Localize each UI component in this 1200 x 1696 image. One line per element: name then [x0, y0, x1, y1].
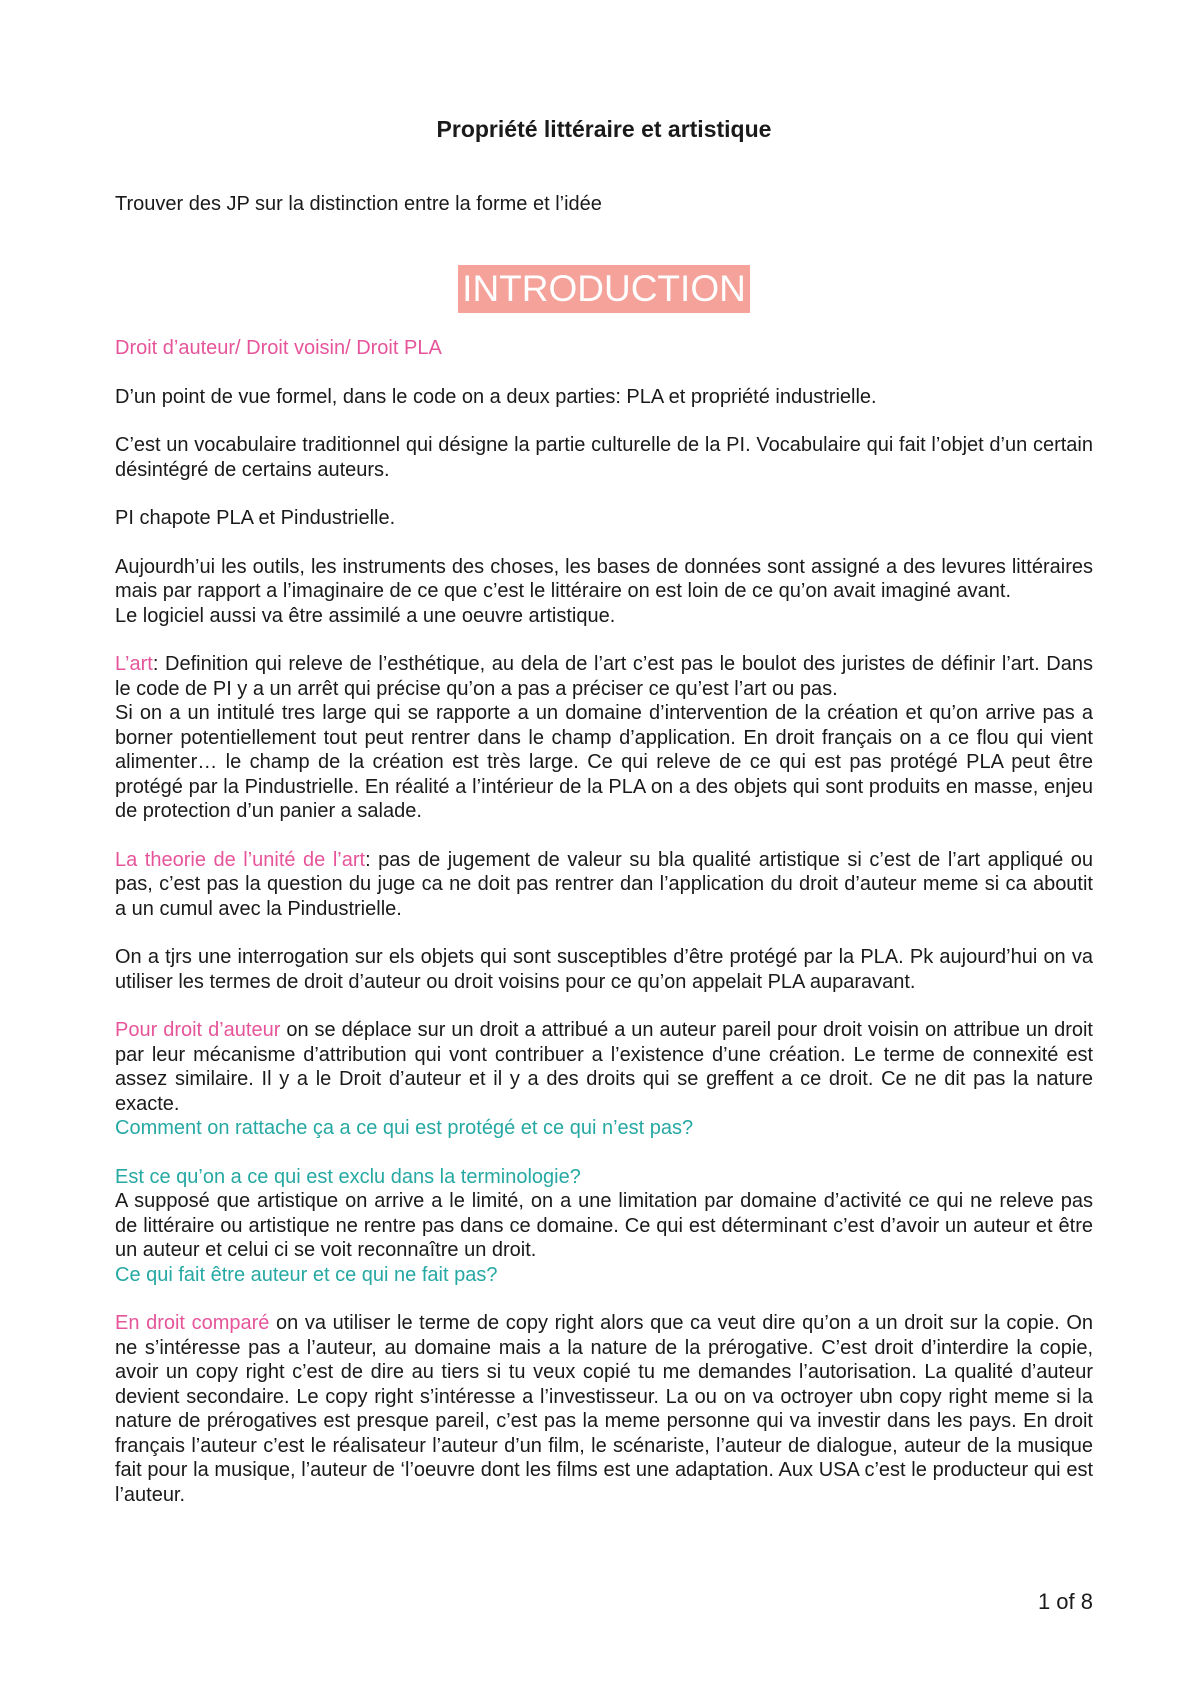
paragraph-7-text: : pas de jugement de valeur su bla qualité artistique si c’est de l’art appliqué ou pas, c’est pas la question du juge ca ne doit pas rentrer dan l’application du droit d’auteur meme si ca aboutit a un cumul avec la Pindustrielle. [115, 848, 1094, 920]
teal-question: Ce qui fait être auteur et ce qui ne fait pas? [115, 1263, 498, 1286]
paragraph-9 [115, 1018, 1093, 1141]
paragraph-2: D’un point de vue formel, dans le code on a deux parties: PLA et propriété industrielle. [115, 385, 877, 408]
paragraph-1 [115, 336, 1093, 361]
pink-keyword: La theorie de l’unité de l’art [115, 848, 366, 871]
paragraph-6-first [115, 652, 1093, 701]
paragraph-5 [115, 555, 1093, 629]
paragraph-8: On a tjrs une interrogation sur els objets qui sont susceptibles d’être protégé par la PLA. Pk aujourd’hui on va utiliser les termes de droit d’auteur ou droit voisins pour ce qu’on appelait PLA auparavant. [115, 946, 1093, 993]
document-title: Propriété littéraire et artistique [436, 116, 772, 142]
paragraph-9-first [115, 1018, 1093, 1116]
document-subtitle: Trouver des JP sur la distinction entre la forme et l’idée [115, 193, 602, 215]
teal-question: Est ce qu’on a ce qui est exclu dans la terminologie? [115, 1165, 581, 1188]
paragraph-6-text: : Definition qui releve de l’esthétique, au dela de l’art c’est pas le boulot des juristes de définir l’art. Dans le code de PI y a un arrêt qui précise qu’on a pas a préciser ce qu’est l’art ou pas. [115, 653, 1093, 700]
section-heading: INTRODUCTION [458, 265, 750, 313]
paragraph-4: PI chapote PLA et Pindustrielle. [115, 507, 396, 529]
pink-keyword: Pour droit d’auteur [115, 1019, 281, 1041]
paragraph-10 [115, 1165, 1093, 1288]
document-body [115, 336, 1093, 1531]
paragraph-6 [115, 652, 1093, 824]
pink-keyword: L’art [115, 653, 153, 675]
paragraph-3: C’est un vocabulaire traditionnel qui désigne la partie culturelle de la PI. Vocabulaire qui fait l’objet d’un certain désintégré de certains auteurs. [115, 434, 1093, 481]
paragraph-9-text: on se déplace sur un droit a attribué a un auteur pareil pour droit voisin on attribue un droit par leur mécanisme d’attribution qui vont contribuer a l’existence d’une création. Le terme de connexité est assez similaire. Il y a le Droit d’auteur et il y a des droits qui se greffent a ce droit. Ce ne dit pas la nature exacte. [115, 1019, 1093, 1115]
page-number: 1 of 8 [1037, 1589, 1093, 1614]
paragraph-7 [115, 848, 1093, 922]
paragraph-11-text: on va utiliser le terme de copy right alors que ca veut dire qu’on a un droit sur la copie. On ne s’intéresse pas a l’auteur, au domaine mais a la nature de la prérogative. C’est droit d’interdire la copie, avoir un copy right c’est de dire au tiers si tu veux copié tu me demandes l’autorisation. La qualité d’auteur devient secondaire. Le copy right s’intéresse a l’investisseur. La ou on va octroyer ubn copy right meme si la nature de prérogatives est presque pareil, c’est pas la meme personne qui va investir dans les pays. En droit français l’auteur c’est le réalisateur l’auteur d’un film, le scénariste, l’auteur de dialogue, auteur de la musique fait pour la musique, l’auteur de ‘l’oeuvre dont les films est une adaptation. Aux USA c’est le producteur qui est l’auteur. [115, 1312, 1094, 1506]
pink-heading: Droit d’auteur/ Droit voisin/ Droit PLA [115, 337, 442, 359]
teal-question: Comment on rattache ça a ce qui est protégé et ce qui n’est pas? [115, 1117, 694, 1139]
paragraph-6-text-b: Si on a un intitulé tres large qui se rapporte a un domaine d’intervention de la création et qu’on arrive pas a borner potentiellement tout peut rentrer dans le champ d’application. En droit français on a ce flou qui vient alimenter… le champ de la création est très large. Ce qui releve de ce qui est pas protégé PLA peut être protégé par la Pindustrielle. En réalité a l’intérieur de la PLA on a des objets qui sont produits en masse, enjeu de protection d’un panier a salade. [115, 702, 1093, 822]
paragraph-11 [115, 1311, 1093, 1507]
section-heading-wrap [115, 265, 1093, 313]
paragraph-10-text: A supposé que artistique on arrive a le limité, on a une limitation par domaine d’activité ce qui ne releve pas de littéraire ou artistique ne rentre pas dans ce domaine. Ce qui est déterminant c’est d’avoir un auteur et être un auteur et celui ci se voit reconnaître un droit. [115, 1190, 1093, 1261]
paragraph-5-text: Aujourdh’ui les outils, les instruments des choses, les bases de données sont assigné a des levures littéraires mais par rapport a l’imaginaire de ce que c’est le littéraire on est loin de ce qu’on avait imaginé avant. [115, 555, 1093, 602]
pink-keyword: En droit comparé [115, 1312, 270, 1334]
paragraph-5-text-b: Le logiciel aussi va être assimilé a une oeuvre artistique. [115, 604, 616, 627]
